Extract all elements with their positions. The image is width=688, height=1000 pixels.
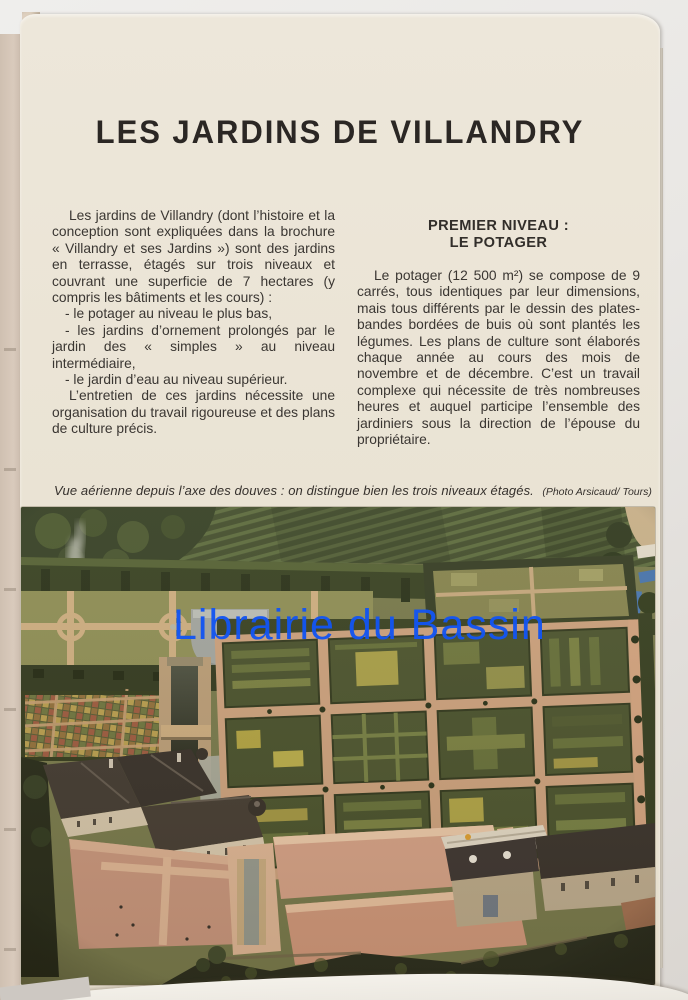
section-heading-line2: LE POTAGER — [449, 235, 548, 251]
list-item-jardin-eau: - le jardin d’eau au niveau supérieur. — [65, 372, 288, 388]
left-column — [52, 208, 335, 448]
paragraph-intro: Les jardins de Villandry (dont l’histoire et la conception sont expliquées dans la brochure « Villandry et ses Jardins ») sont des jardins en terrasse, étagés sur trois niveaux et couvrant une superficie de 7 hectares (y compris les bâtiments et les cours) : — [52, 208, 335, 306]
aerial-photo — [21, 507, 655, 985]
section-heading — [357, 218, 640, 252]
list-item-ornement: - les jardins d’ornement prolongés par le jardin des « simples » au niveau intermédiaire, — [52, 322, 335, 371]
photo-caption — [54, 482, 654, 500]
aerial-photo-illustration — [21, 507, 655, 985]
paragraph-outro: L’entretien de ces jardins nécessite une organisation du travail rigoureuse et des plans de culture précis. — [52, 388, 335, 437]
watermark: Librairie du Bassin — [173, 601, 546, 649]
article-columns — [52, 208, 640, 448]
caption-text: Vue aérienne depuis l’axe des douves : on distingue bien les trois niveaux étagés. — [54, 483, 534, 498]
book-page — [20, 14, 660, 1000]
page-title: LES JARDINS DE VILLANDRY — [95, 114, 585, 150]
list-item-potager: - le potager au niveau le plus bas, — [65, 306, 273, 322]
section-heading-line1: PREMIER NIVEAU : — [427, 218, 569, 234]
caption-credit: (Photo Arsicaud/ Tours) — [542, 486, 652, 498]
right-column — [357, 208, 640, 448]
paragraph-potager: Le potager (12 500 m²) se compose de 9 carrés, tous identiques par leur dimensions, mais tous différents par le dessin des plates-bandes bordées de buis où sont plantés les légumes. Les plans de culture sont élaborés chaque année au cours des mois de novembre et de décembre. C’est un travail complexe qui nécessite de très nombreuses heures et auquel participe l’ensemble des jardiniers sous la direction de l’épouse du propriétaire. — [357, 268, 640, 448]
page-edge-marks — [4, 294, 16, 1000]
